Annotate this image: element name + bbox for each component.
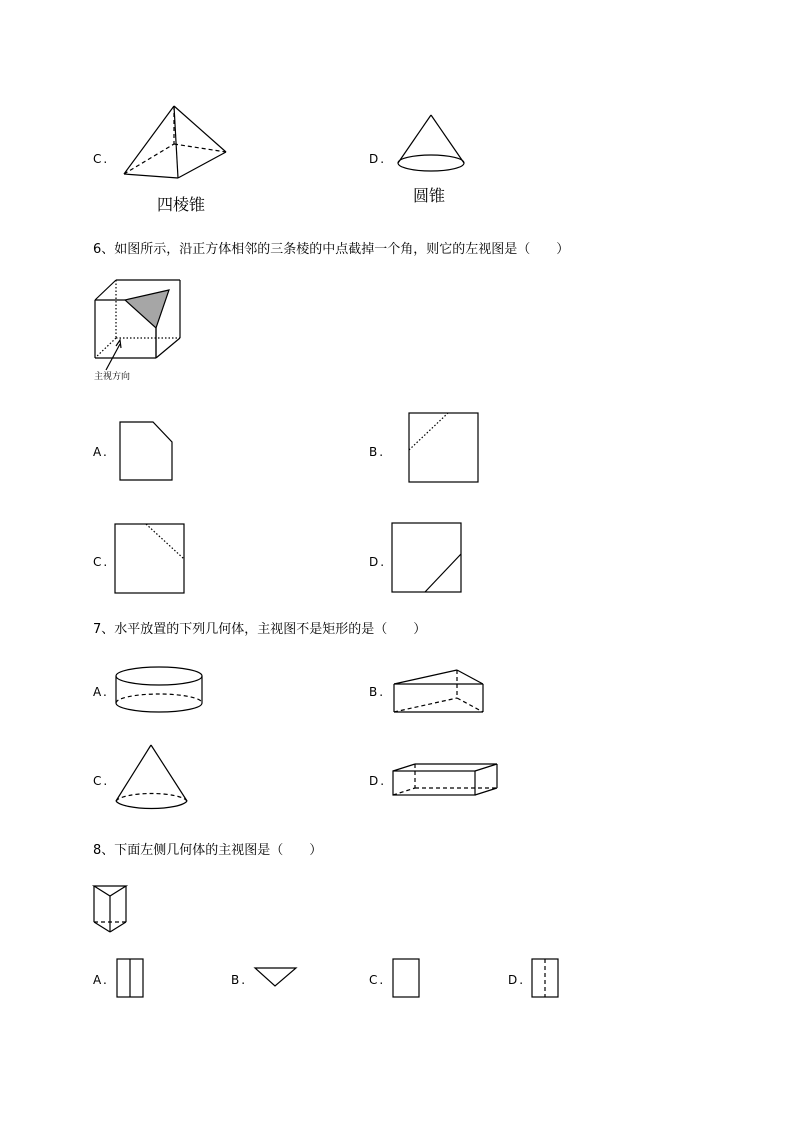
option-label: C. xyxy=(93,774,110,788)
option-label: C. xyxy=(93,555,110,569)
square-pyramid-figure xyxy=(122,104,232,184)
triangular-prism-figure xyxy=(391,668,487,716)
option-label: C. xyxy=(369,973,386,987)
left-view-option-d xyxy=(391,522,463,594)
figure-caption: 圆锥 xyxy=(413,186,446,205)
question-text: 6、如图所示，沿正方体相邻的三条棱的中点截掉一个角，则它的左视图是（ ） xyxy=(93,242,570,257)
option-label: D. xyxy=(369,152,387,166)
cylinder-figure xyxy=(114,665,206,717)
figure-caption: 四棱锥 xyxy=(157,195,206,214)
cone-figure xyxy=(395,113,467,177)
front-view-option-d xyxy=(531,958,561,1000)
left-view-option-b xyxy=(408,412,480,484)
question-text: 7、水平放置的下列几何体，主视图不是矩形的是（ ） xyxy=(93,622,427,637)
view-direction-label: 主视方向 xyxy=(94,372,131,382)
front-view-option-b xyxy=(253,966,299,990)
option-label: D. xyxy=(369,774,387,788)
front-view-option-a xyxy=(116,958,146,1000)
option-label: B. xyxy=(369,685,386,699)
left-view-option-c xyxy=(114,523,186,595)
question-text: 8、下面左侧几何体的主视图是（ ） xyxy=(93,843,323,858)
option-label: B. xyxy=(231,973,248,987)
rectangular-prism-figure xyxy=(391,762,503,800)
option-label: A. xyxy=(93,685,109,699)
option-label: D. xyxy=(508,973,526,987)
left-view-option-a xyxy=(118,420,178,484)
option-label: D. xyxy=(369,555,387,569)
truncated-cube-figure xyxy=(92,278,192,378)
option-label: B. xyxy=(369,445,386,459)
cone-figure xyxy=(113,743,195,817)
option-label: A. xyxy=(93,973,109,987)
option-label: A. xyxy=(93,445,109,459)
option-label: C. xyxy=(93,152,110,166)
front-view-option-c xyxy=(392,958,422,1000)
triangular-prism-figure xyxy=(92,882,132,938)
